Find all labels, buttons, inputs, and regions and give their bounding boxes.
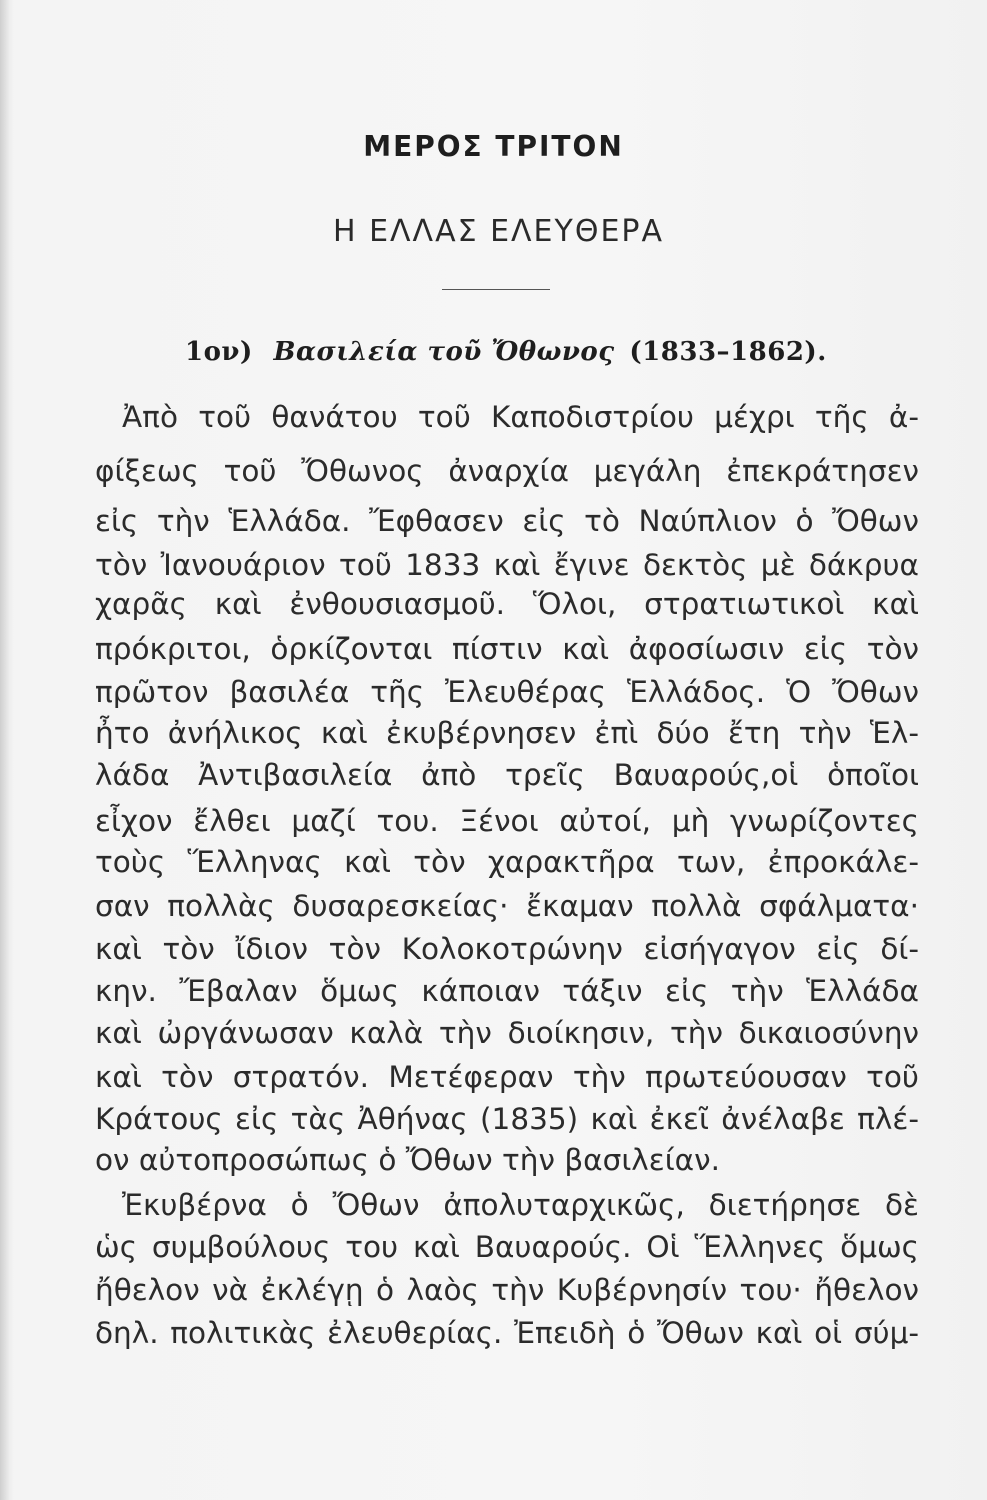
section-number: 1ον) <box>185 337 253 367</box>
text-line: χαρᾶς καὶ ἐνθουσιασμοῦ. Ὅλοι, στρατιωτικοὶ καὶ <box>95 587 919 621</box>
text-line: ἤθελον νὰ ἐκλέγῃ ὁ λαὸς τὴν Κυβέρνησίν του· ἤθελον <box>95 1273 919 1307</box>
section-title: Βασιλεία τοῦ Ὄθωνος <box>273 337 615 367</box>
text-line: ὡς συμβούλους του καὶ Βαυαρούς. Οἱ Ἕλληνες ὅμως <box>95 1230 919 1264</box>
text-line: σαν πολλὰς δυσαρεσκείας· ἔκαμαν πολλὰ σφάλματα· <box>95 889 919 923</box>
text-line: καὶ τὸν ἴδιον τὸν Κολοκοτρώνην εἰσήγαγον εἰς δί- <box>95 932 919 966</box>
chapter-subtitle: Η ΕΛΛΑΣ ΕΛΕΥΘΕΡΑ <box>332 214 665 249</box>
text-line: τὸν Ἰανουάριον τοῦ 1833 καὶ ἔγινε δεκτὸς μὲ δάκρυα <box>95 548 919 582</box>
text-line: Ἀπὸ τοῦ θανάτου τοῦ Καποδιστρίου μέχρι τῆς ἀ- <box>122 400 919 434</box>
text-line: πρόκριτοι, ὁρκίζονται πίστιν καὶ ἀφοσίωσιν εἰς τὸν <box>95 632 919 666</box>
text-line: λάδα Ἀντιβασιλεία ἀπὸ τρεῖς Βαυαρούς,οἱ ὁποῖοι <box>95 758 919 792</box>
text-line: ον αὐτοπροσώπως ὁ Ὄθων τὴν βασιλείαν. <box>95 1143 720 1177</box>
section-heading <box>185 337 827 367</box>
text-line: καὶ τὸν στρατόν. Μετέφεραν τὴν πρωτεύουσαν τοῦ <box>95 1060 919 1094</box>
title-divider <box>442 289 550 290</box>
text-line: καὶ ὠργάνωσαν καλὰ τὴν διοίκησιν, τὴν δικαιοσύνην <box>95 1016 919 1050</box>
text-line: Κράτους εἰς τὰς Ἀθήνας (1835) καὶ ἐκεῖ ἀνέλαβε πλέ- <box>95 1102 919 1136</box>
text-line: εἰς τὴν Ἑλλάδα. Ἔφθασεν εἰς τὸ Ναύπλιον ὁ Ὄθων <box>95 504 919 538</box>
text-line: κην. Ἔβαλαν ὅμως κάποιαν τάξιν εἰς τὴν Ἑλλάδα <box>95 974 919 1008</box>
text-line: δηλ. πολιτικὰς ἐλευθερίας. Ἐπειδὴ ὁ Ὄθων καὶ οἱ σύμ- <box>95 1316 919 1350</box>
text-line: Ἐκυβέρνα ὁ Ὄθων ἀπολυταρχικῶς, διετήρησε δὲ <box>122 1188 919 1222</box>
text-line: ἦτο ἀνήλικος καὶ ἐκυβέρνησεν ἐπὶ δύο ἔτη τὴν Ἑλ- <box>95 716 919 750</box>
text-line: τοὺς Ἕλληνας καὶ τὸν χαρακτῆρα των, ἐπροκάλε- <box>95 845 919 879</box>
text-line: φίξεως τοῦ Ὄθωνος ἀναρχία μεγάλη ἐπεκράτησεν <box>95 454 919 488</box>
text-line: πρῶτον βασιλέα τῆς Ἐλευθέρας Ἑλλάδος. Ὁ Ὄθων <box>95 675 919 709</box>
text-line: εἶχον ἔλθει μαζί του. Ξένοι αὐτοί, μὴ γνωρίζοντες <box>95 804 919 838</box>
section-years: (1833–1862). <box>629 337 827 367</box>
part-title: ΜΕΡΟΣ ΤΡΙΤΟΝ <box>363 130 624 163</box>
